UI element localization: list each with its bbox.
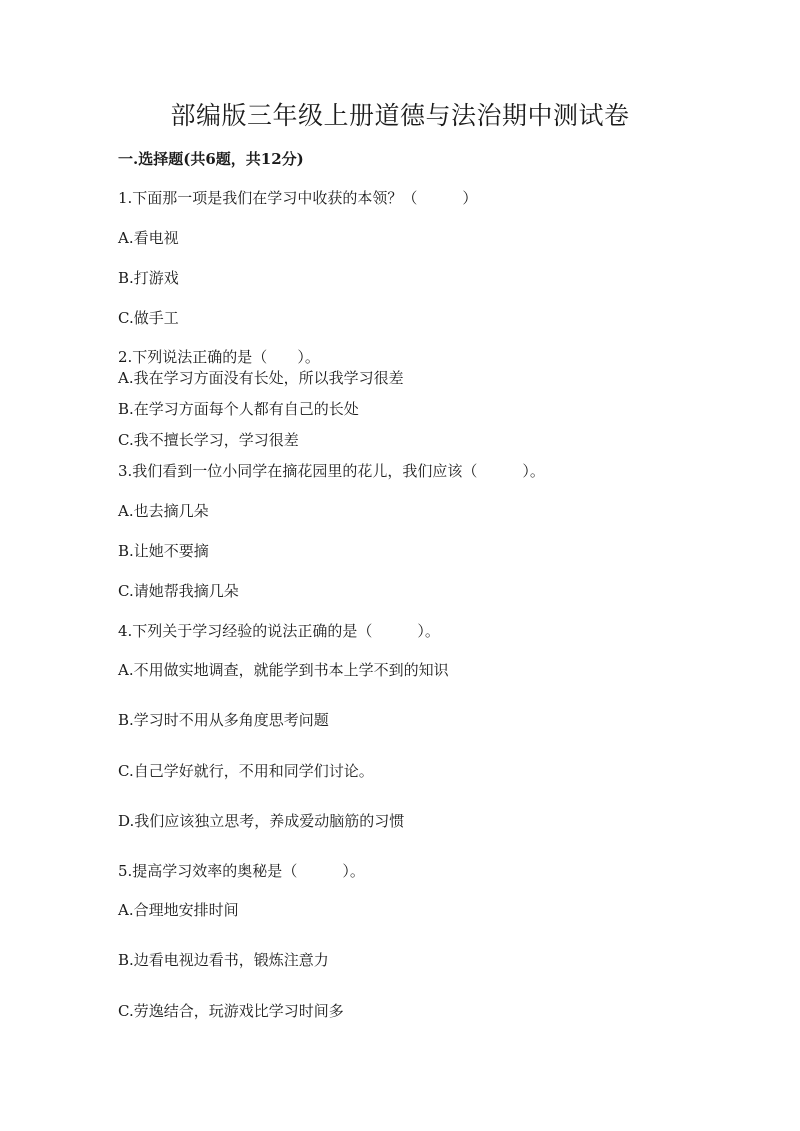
question-3-stem: 3.我们看到一位小同学在摘花园里的花儿，我们应该（ ）。 [118,462,545,480]
question-2-option-c: C.我不擅长学习，学习很差 [118,431,299,449]
question-5-option-b: B.边看电视边看书，锻炼注意力 [118,951,329,969]
question-1-option-a: A.看电视 [118,229,179,247]
question-2-stem: 2.下列说法正确的是（ ）。 [118,348,320,366]
question-5-option-a: A.合理地安排时间 [118,901,239,919]
question-1-option-c: C.做手工 [118,309,179,327]
question-2-option-b: B.在学习方面每个人都有自己的长处 [118,400,359,418]
question-3-option-c: C.请她帮我摘几朵 [118,582,239,600]
question-5-option-c: C.劳逸结合，玩游戏比学习时间多 [118,1002,344,1020]
question-4-stem: 4.下列关于学习经验的说法正确的是（ ）。 [118,622,440,640]
question-3-option-b: B.让她不要摘 [118,542,209,560]
page-title: 部编版三年级上册道德与法治期中测试卷 [170,101,630,130]
question-1-option-b: B.打游戏 [118,269,179,287]
question-2-option-a: A.我在学习方面没有长处，所以我学习很差 [118,369,404,387]
question-1-stem: 1.下面那一项是我们在学习中收获的本领？（ ） [118,189,478,207]
question-3-option-a: A.也去摘几朵 [118,502,209,520]
question-4-option-a: A.不用做实地调查，就能学到书本上学不到的知识 [118,661,449,679]
question-5-stem: 5.提高学习效率的奥秘是（ ）。 [118,862,365,880]
question-4-option-c: C.自己学好就行，不用和同学们讨论。 [118,762,374,780]
question-4-option-d: D.我们应该独立思考，养成爱动脑筋的习惯 [118,812,405,830]
question-4-option-b: B.学习时不用从多角度思考问题 [118,711,329,729]
section-heading: 一.选择题(共6题，共12分) [118,150,304,168]
